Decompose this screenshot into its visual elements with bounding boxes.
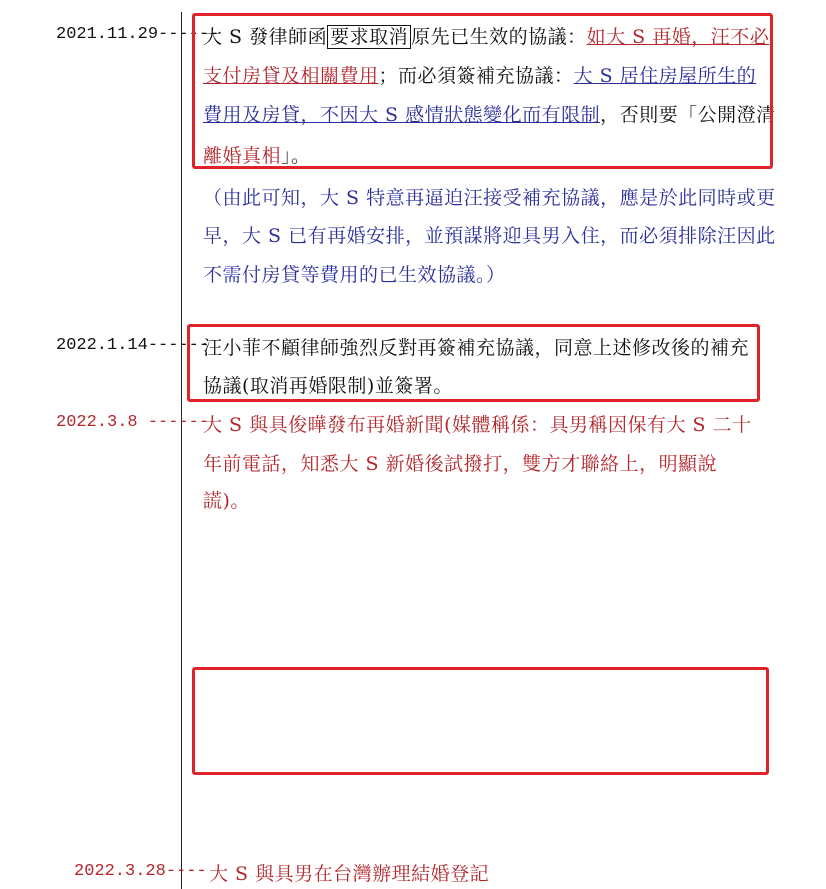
entry-3-line-1: 大 S 與具俊曄發布再婚新聞(媒體稱係：具男稱因保有大 S 二十	[203, 414, 752, 436]
entry-date-2: 2022.1.14------	[56, 336, 210, 355]
entry-2-line-1: 汪小菲不顧律師強烈反對再簽補充協議，同意上述修改後的補充	[203, 337, 750, 359]
highlight-box-1	[192, 13, 773, 169]
entry-1-note-line-1: （由此可知，大 S 特意再逼迫汪接受補充協議，應是於此同時或更	[203, 187, 776, 209]
entry-date-4: 2022.3.28----	[74, 862, 207, 881]
entry-3-line-3: 謊)。	[203, 490, 250, 512]
entry-1-line-1: 大 S 發律師函 要求取消 原先已生效的協議：如大 S 再婚，汪不必	[203, 26, 770, 48]
entry-1-line-4: 離婚真相」。	[203, 145, 311, 167]
entry-date-3: 2022.3.8 ------	[56, 413, 210, 432]
entry-1-note-line-3: 不需付房貸等費用的已生效協議。）	[203, 264, 506, 286]
boxed-phrase: 要求取消	[327, 25, 411, 49]
entry-date-1: 2021.11.29------	[56, 25, 220, 44]
entry-2-line-2: 協議(取消再婚限制)並簽署。	[203, 375, 453, 397]
highlight-box-2	[187, 324, 760, 402]
highlight-box-3	[192, 667, 769, 775]
entry-3-line-2: 年前電話，知悉大 S 新婚後試撥打，雙方才聯絡上，明顯說	[203, 453, 718, 475]
entry-1-line-2: 支付房貸及相關費用；而必須簽補充協議：大 S 居住房屋所生的	[203, 65, 757, 87]
timeline-axis	[181, 12, 182, 889]
entry-4-line-1: 大 S 與具男在台灣辦理結婚登記	[209, 863, 490, 885]
entry-1-line-3: 費用及房貸，不因大 S 感情狀態變化而有限制，否則要「公開澄清	[203, 104, 776, 126]
entry-1-note-line-2: 早，大 S 已有再婚安排，並預謀將迎具男入住，而必須排除汪因此	[203, 225, 776, 247]
